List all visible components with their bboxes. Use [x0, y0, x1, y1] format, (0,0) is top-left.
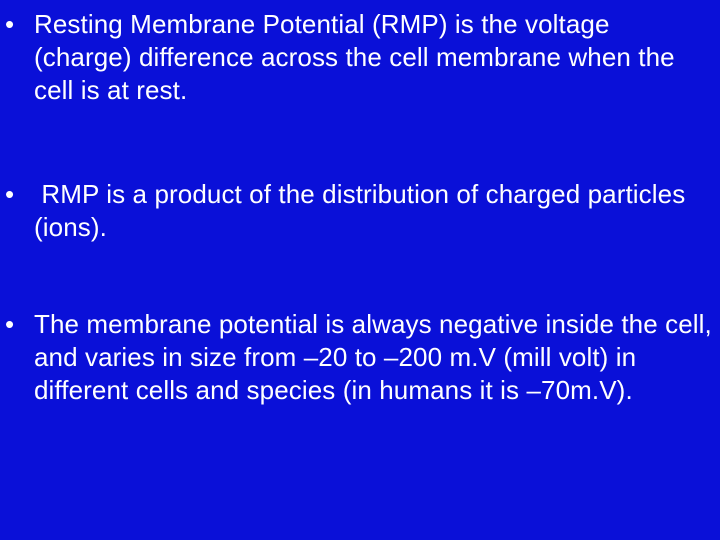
bullet-text: Resting Membrane Potential (RMP) is the voltage (charge) difference across the cell membrane when the cell is at rest. — [34, 9, 675, 105]
bullet-item-rmp-negative-values — [5, 308, 712, 407]
bullet-item-rmp-definition — [5, 8, 712, 107]
bullet-marker: • — [5, 179, 15, 209]
bullet-text: The membrane potential is always negative inside the cell, and varies in size from –20 to –200 m.V (mill volt) in different cells and species (in humans it is –70m.V). — [34, 309, 712, 405]
bullet-marker: • — [5, 9, 15, 39]
bullet-item-rmp-ions — [5, 178, 712, 244]
bullet-text: RMP is a product of the distribution of charged particles (ions). — [34, 179, 693, 242]
bullet-marker: • — [5, 309, 15, 339]
